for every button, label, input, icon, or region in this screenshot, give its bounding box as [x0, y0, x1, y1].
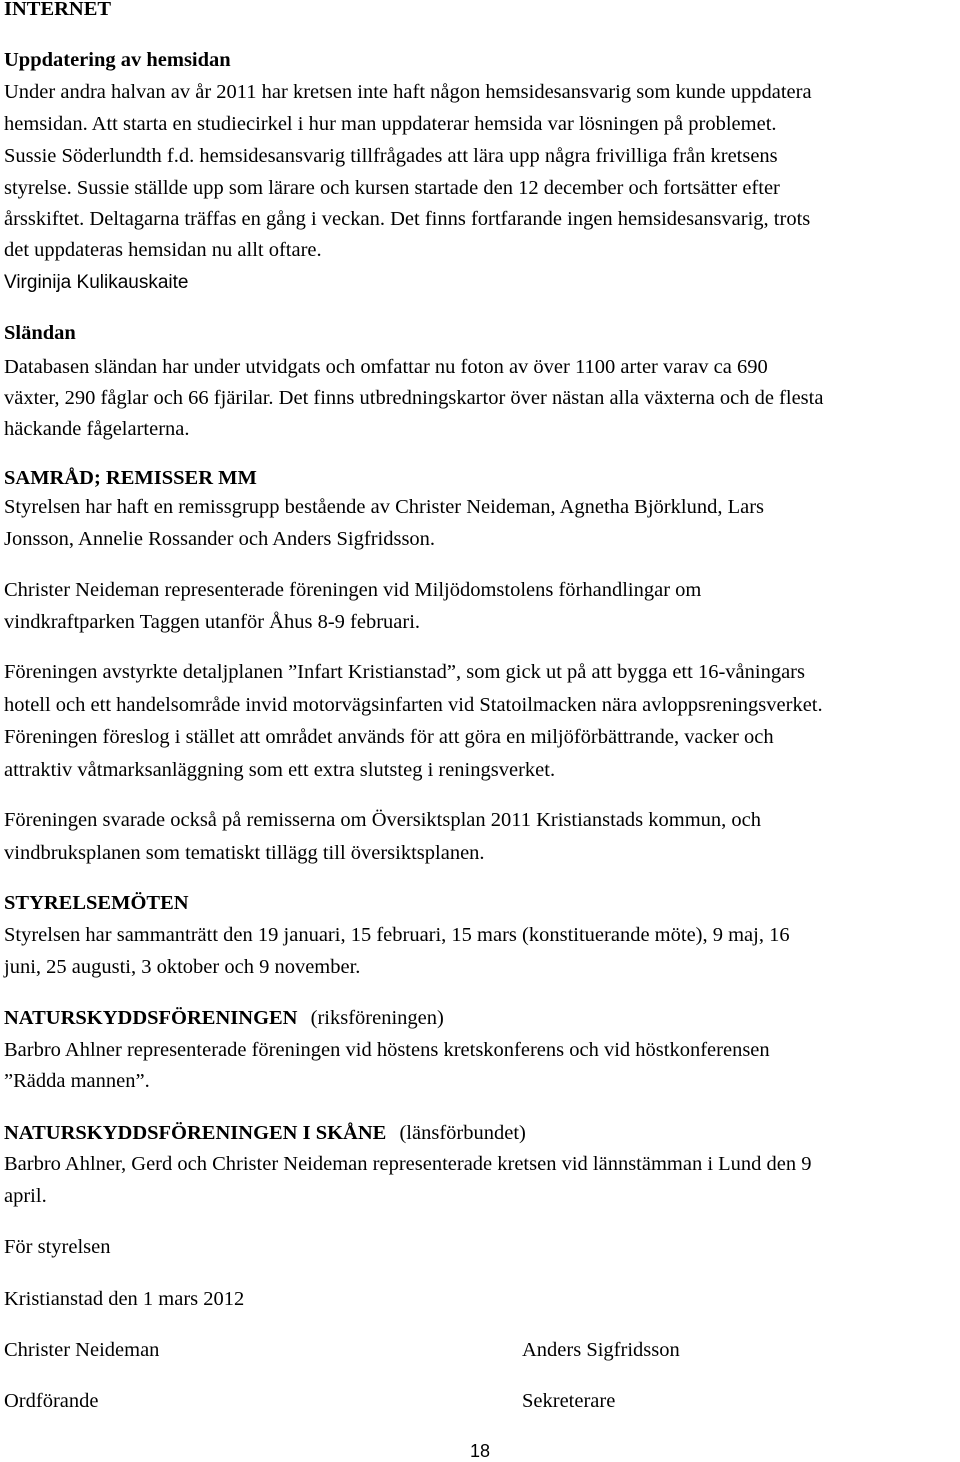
paragraph-line: häckande fågelarterna. — [4, 418, 190, 440]
signer-role-chair: Ordförande — [4, 1390, 99, 1412]
paragraph-line: årsskiftet. Deltagarna träffas en gång i veckan. Det finns fortfarande ingen hemsidesansvarig, trots — [4, 208, 811, 230]
signer-name-secretary: Anders Sigfridsson — [522, 1339, 680, 1361]
section-heading-styrelsemoten: STYRELSEMÖTEN — [4, 892, 189, 914]
section-heading-samrad: SAMRÅD; REMISSER MM — [4, 467, 257, 489]
closing-place-date: Kristianstad den 1 mars 2012 — [4, 1288, 245, 1310]
paragraph-line: Styrelsen har haft en remissgrupp bestående av Christer Neideman, Agnetha Björklund, Lars — [4, 496, 765, 518]
section-heading-naturskydd-row — [4, 1006, 444, 1030]
closing-for-board: För styrelsen — [4, 1236, 111, 1258]
author-name: Virginija Kulikauskaite — [4, 272, 189, 293]
section-heading-naturskydd-skane: NATURSKYDDSFÖRENINGEN I SKÅNE — [4, 1122, 387, 1144]
paragraph-line: Föreningen svarade också på remisserna om Översiktsplan 2011 Kristianstads kommun, och — [4, 809, 762, 831]
page-number: 18 — [469, 1441, 491, 1461]
paragraph-line: hemsidan. Att starta en studiecirkel i hur man uppdaterar hemsida var lösningen på problemet. — [4, 113, 777, 135]
paragraph-line: hotell och ett handelsområde invid motorvägsinfarten vid Statoilmacken nära avloppsreningsverket. — [4, 694, 823, 716]
paragraph-line: styrelse. Sussie ställde upp som lärare och kursen startade den 12 december och fortsätter efter — [4, 177, 780, 199]
paragraph-line: juni, 25 augusti, 3 oktober och 9 november. — [4, 956, 361, 978]
section-heading-internet: INTERNET — [4, 0, 112, 20]
section-heading-note: (länsförbundet) — [399, 1122, 526, 1144]
paragraph-line: Jonsson, Annelie Rossander och Anders Sigfridsson. — [4, 528, 436, 550]
signer-name-chair: Christer Neideman — [4, 1339, 160, 1361]
section-heading-note: (riksföreningen) — [310, 1007, 444, 1029]
signer-role-secretary: Sekreterare — [522, 1390, 616, 1412]
section-heading-naturskydd: NATURSKYDDSFÖRENINGEN — [4, 1007, 298, 1029]
paragraph-line: Sussie Söderlundth f.d. hemsidesansvarig tillfrågades att lära upp några frivilliga från kretsens — [4, 145, 778, 167]
subheading-slandan: Sländan — [4, 322, 76, 344]
paragraph-line: vindkraftparken Taggen utanför Åhus 8-9 februari. — [4, 611, 421, 633]
paragraph-line: Barbro Ahlner, Gerd och Christer Neideman representerade kretsen vid lännstämman i Lund den 9 — [4, 1153, 812, 1175]
paragraph-line: Databasen sländan har under utvidgats och omfattar nu foton av över 1100 arter varav ca 690 — [4, 356, 768, 378]
paragraph-line: Styrelsen har sammanträtt den 19 januari, 15 februari, 15 mars (konstituerande möte), 9 maj, 16 — [4, 924, 790, 946]
paragraph-line: Föreningen föreslog i stället att området används för att göra en miljöförbättrande, vacker och — [4, 726, 774, 748]
paragraph-line: vindbruksplanen som tematiskt tillägg till översiktsplanen. — [4, 842, 485, 864]
paragraph-line: Christer Neideman representerade föreningen vid Miljödomstolens förhandlingar om — [4, 579, 702, 601]
paragraph-line: växter, 290 fåglar och 66 fjärilar. Det finns utbredningskartor över nästan alla växterna och de flesta — [4, 387, 824, 409]
paragraph-line: Barbro Ahlner representerade föreningen vid höstens kretskonferens och vid höstkonferensen — [4, 1039, 770, 1061]
paragraph-line: Föreningen avstyrkte detaljplanen ”Infart Kristianstad”, som gick ut på att bygga ett 16-våningars — [4, 661, 805, 683]
paragraph-line: det uppdateras hemsidan nu allt oftare. — [4, 239, 322, 261]
paragraph-line: Under andra halvan av år 2011 har kretsen inte haft någon hemsidesansvarig som kunde uppdatera — [4, 81, 812, 103]
paragraph-line: april. — [4, 1185, 47, 1207]
paragraph-line: attraktiv våtmarksanläggning som ett extra slutsteg i reningsverket. — [4, 759, 556, 781]
subheading-hemsidan: Uppdatering av hemsidan — [4, 49, 231, 71]
section-heading-naturskydd-skane-row — [4, 1121, 526, 1145]
paragraph-line: ”Rädda mannen”. — [4, 1070, 150, 1092]
